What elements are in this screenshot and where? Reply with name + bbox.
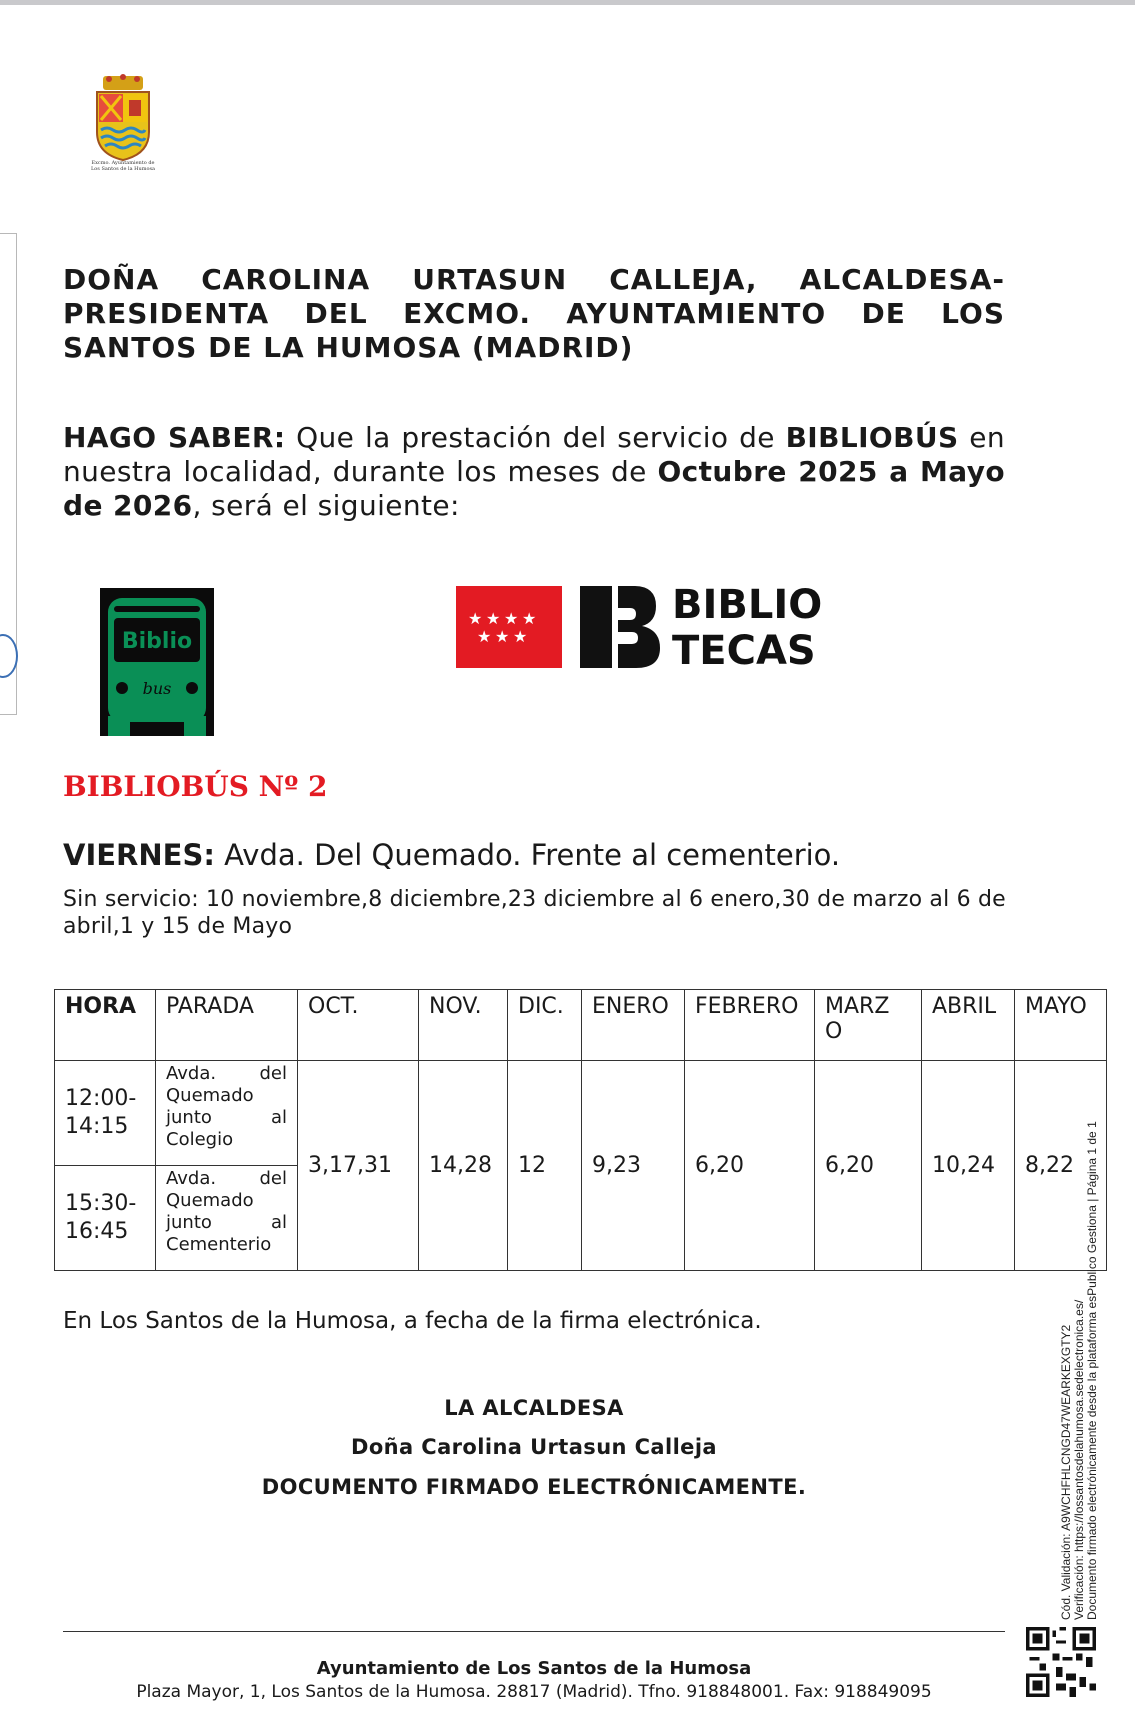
coat-caption-line2: Los Santos de la Humosa <box>90 166 156 172</box>
schedule-table <box>54 989 1107 1271</box>
footer-name: Ayuntamiento de Los Santos de la Humosa <box>316 1658 752 1679</box>
header-marzo: MARZ O <box>815 990 922 1061</box>
day-label: VIERNES: <box>63 838 215 872</box>
value-marzo: 6,20 <box>815 1061 922 1271</box>
footer-divider <box>63 1631 1005 1632</box>
value-enero: 9,23 <box>582 1061 685 1271</box>
svg-text:BIBLIO: BIBLIO <box>672 584 823 628</box>
bibliobus-title: BIBLIOBÚS Nº 2 <box>63 770 328 803</box>
header-abril: ABRIL <box>922 990 1015 1061</box>
bibliotecas-logo <box>456 584 886 670</box>
stop-cell: Avda. del Quemado junto al Colegio <box>156 1061 298 1166</box>
intro-paragraph <box>63 421 1005 523</box>
intro-text1: Que la prestación del servicio de <box>285 421 786 454</box>
header-parada: PARADA <box>156 990 298 1061</box>
electronic-validation <box>1060 1100 1099 1620</box>
value-nov: 14,28 <box>419 1061 508 1271</box>
intro-service: BIBLIOBÚS <box>785 421 959 454</box>
validation-verify: Verificación: https://lossantosdelahumosa.sedelectronica.es/ <box>1072 1299 1086 1620</box>
no-service-dates: Sin servicio: 10 noviembre,8 diciembre,23 diciembre al 6 enero,30 de marzo al 6 de abril,1 y 15 de Mayo <box>63 887 1006 939</box>
value-dic: 12 <box>508 1061 582 1271</box>
value-febrero: 6,20 <box>685 1061 815 1271</box>
validation-code: Cód. Validación: A9WCHFHLCNGD47WEARKEXGTY2 <box>1059 1324 1073 1620</box>
svg-text:★: ★ <box>486 609 501 628</box>
value-mayo: 8,22 <box>1015 1061 1107 1271</box>
header-dic: DIC. <box>508 990 582 1061</box>
hour-cell: 12:00-14:15 <box>55 1061 156 1166</box>
stop-cell: Avda. del Quemado junto al Cementerio <box>156 1166 298 1271</box>
svg-text:Biblio: Biblio <box>121 629 193 654</box>
svg-text:TECAS: TECAS <box>672 628 816 670</box>
header-enero: ENERO <box>582 990 685 1061</box>
hour-cell: 15:30-16:45 <box>55 1166 156 1271</box>
intro-lead: HAGO SABER: <box>63 421 286 454</box>
svg-text:bus: bus <box>142 679 172 698</box>
signature-name: Doña Carolina Urtasun Calleja <box>350 1435 717 1459</box>
intro-period: Octubre 2025 a Mayo de 2026 <box>63 455 1005 522</box>
svg-text:★: ★ <box>504 609 519 628</box>
svg-text:★: ★ <box>522 609 537 628</box>
header-febrero: FEBRERO <box>685 990 815 1061</box>
bibliobus-icon <box>100 588 214 736</box>
document-heading: DOÑA CAROLINA URTASUN CALLEJA, ALCALDESA-PRESIDENTA DEL EXCMO. AYUNTAMIENTO DE LOS SANTOS DE LA HUMOSA (MADRID) <box>63 263 1005 364</box>
closing-statement: En Los Santos de la Humosa, a fecha de la firma electrónica. <box>63 1308 762 1334</box>
top-border <box>0 0 1135 5</box>
footer-address: Plaza Mayor, 1, Los Santos de la Humosa. 28817 (Madrid). Tfno. 918848001. Fax: 918849095 <box>136 1682 932 1702</box>
validation-signed: Documento firmado electrónicamente desde la plataforma esPublico Gestiona | Página 1 de 1 <box>1085 1121 1099 1620</box>
coat-caption-line1: Excmo. Ayuntamiento de <box>91 160 155 166</box>
signature-note: DOCUMENTO FIRMADO ELECTRÓNICAMENTE. <box>261 1475 807 1499</box>
signature-role: LA ALCALDESA <box>444 1396 624 1420</box>
intro-text3: , será el siguiente: <box>192 489 460 522</box>
qr-code-icon <box>1026 1627 1096 1697</box>
svg-text:★: ★ <box>477 627 492 646</box>
value-abril: 10,24 <box>922 1061 1015 1271</box>
svg-text:★: ★ <box>495 627 510 646</box>
table-header-row <box>55 990 1107 1061</box>
coat-of-arms-caption <box>83 160 163 172</box>
service-day <box>63 838 840 872</box>
table-row <box>55 1061 1107 1166</box>
intro-text2: en nuestra localidad, durante los meses de <box>63 421 1005 488</box>
svg-text:★: ★ <box>468 609 483 628</box>
seal-icon <box>0 634 18 678</box>
header-oct: OCT. <box>298 990 419 1061</box>
header-hora: HORA <box>55 990 156 1061</box>
signature-side-strip <box>0 233 17 715</box>
header-mayo: MAYO <box>1015 990 1107 1061</box>
day-location: Avda. Del Quemado. Frente al cementerio. <box>214 838 841 872</box>
header-nov: NOV. <box>419 990 508 1061</box>
value-oct: 3,17,31 <box>298 1061 419 1271</box>
svg-text:★: ★ <box>513 627 528 646</box>
